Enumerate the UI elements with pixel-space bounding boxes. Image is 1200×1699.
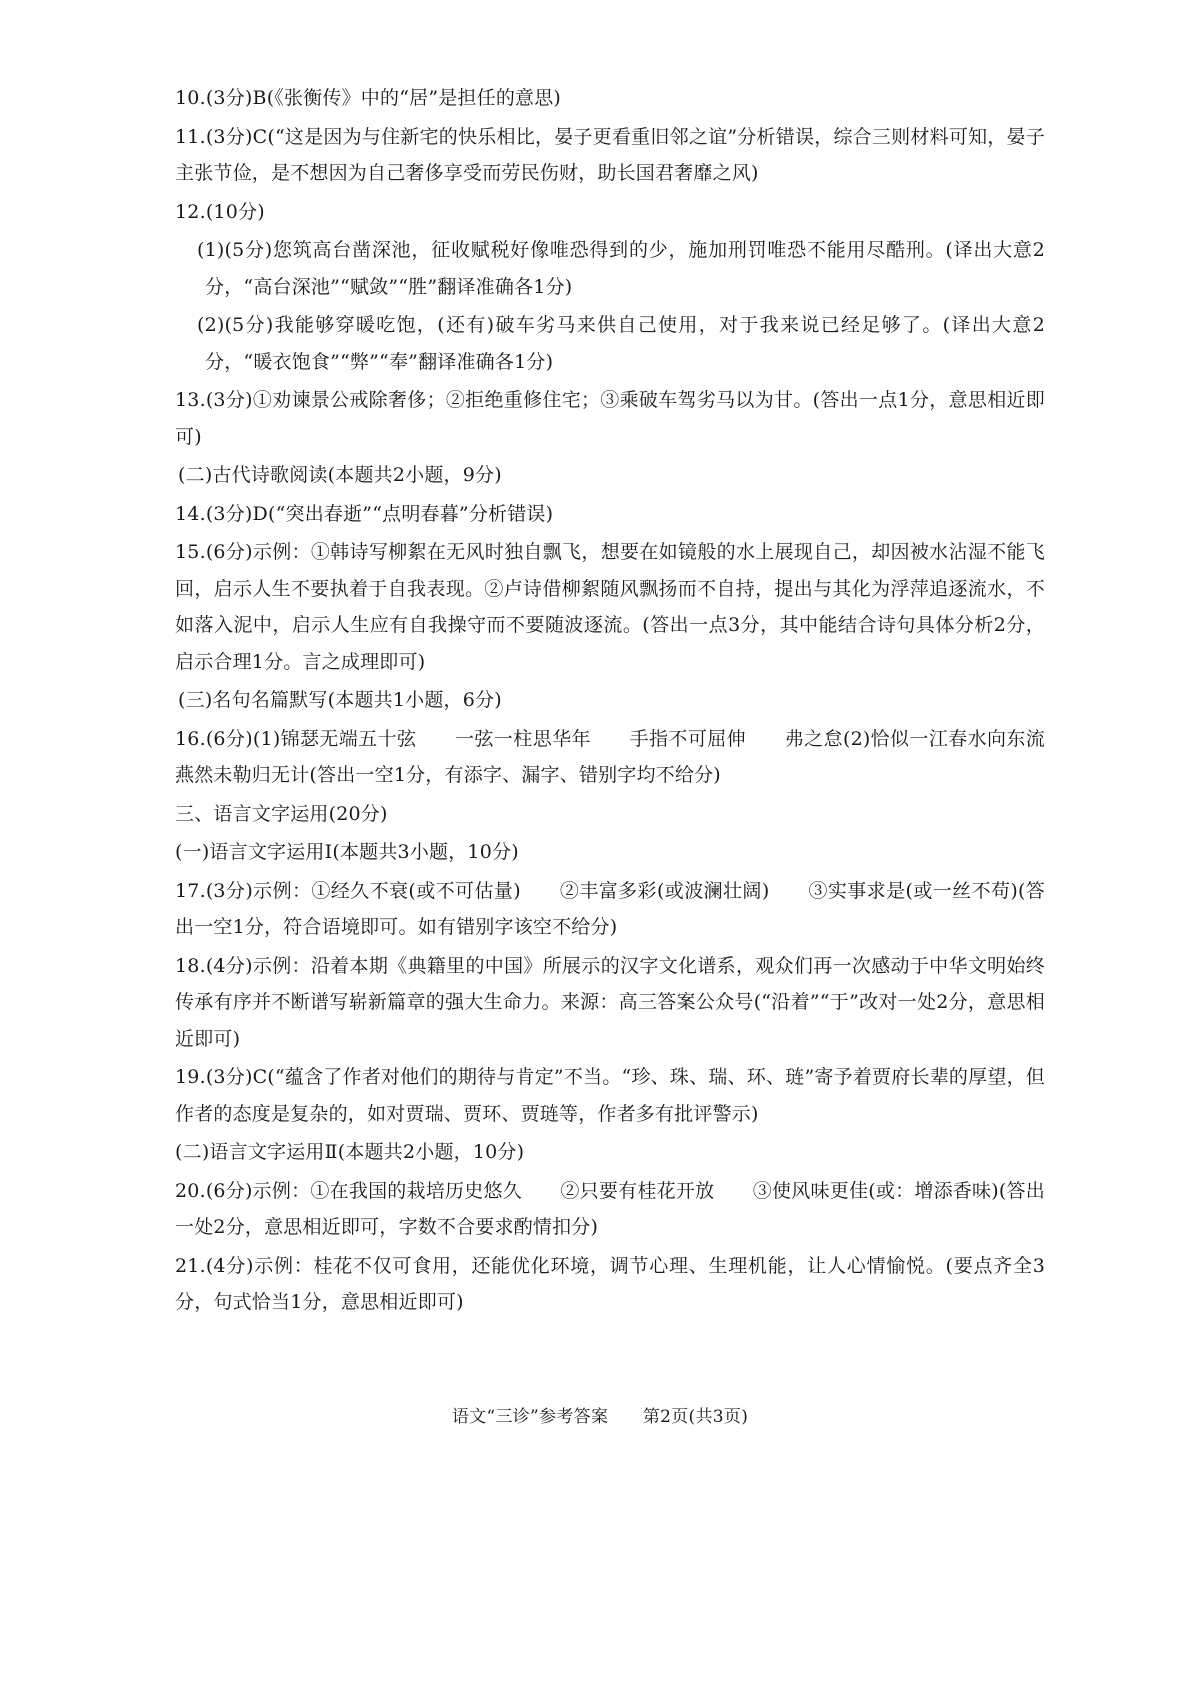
answer-15: 15.(6分)示例：①韩诗写柳絮在无风时独自飘飞，想要在如镜般的水上展现自己，却因被水沾湿不能飞回，启示人生不要执着于自我表现。②卢诗借柳絮随风飘扬而不自持，提出与其化为浮萍追逐流水，不如落入泥中，启示人生应有自我操守而不要随波逐流。(答出一点3分，其中能结合诗句具体分析2分，启示合理1分。言之成理即可) <box>175 541 1045 673</box>
answer-12-part-2: (2)(5分)我能够穿暖吃饱，(还有)破车劣马来供自己使用，对于我来说已经足够了。(译出大意2分，“暖衣饱食”“弊”“奉”翻译准确各1分) <box>197 314 1045 373</box>
answer-19: 19.(3分)C(“蕴含了作者对他们的期待与肯定”不当。“珍、珠、瑞、环、琏”寄予着贾府长辈的厚望，但作者的态度是复杂的，如对贾瑞、贾环、贾琏等，作者多有批评警示) <box>175 1066 1045 1125</box>
answer-13: 13.(3分)①劝谏景公戒除奢侈；②拒绝重修住宅；③乘破车驾劣马以为甘。(答出一点1分，意思相近即可) <box>175 389 1045 448</box>
page-footer: 语文“三诊”参考答案 第2页(共3页) <box>451 1407 749 1427</box>
answer-12: 12.(10分) <box>175 200 265 223</box>
answer-21: 21.(4分)示例：桂花不仅可食用，还能优化环境，调节心理、生理机能，让人心情愉悦。(要点齐全3分，句式恰当1分，意思相近即可) <box>175 1254 1045 1313</box>
answer-18: 18.(4分)示例：沿着本期《典籍里的中国》所展示的汉字文化谱系，观众们再一次感动于中华文明始终传承有序并不断谱写崭新篇章的强大生命力。来源：高三答案公众号(“沿着”“于”改对一处2分，意思相近即可) <box>175 954 1045 1050</box>
answer-14: 14.(3分)D(“突出春逝”“点明春暮”分析错误) <box>175 502 554 525</box>
section-heading-language-use: 三、语言文字运用(20分) <box>175 802 388 825</box>
answer-20: 20.(6分)示例：①在我国的栽培历史悠久 ②只要有桂花开放 ③使风味更佳(或：增添香味)(答出一处2分，意思相近即可，字数不合要求酌情扣分) <box>175 1179 1045 1238</box>
section-heading-language-use-1: (一)语言文字运用Ⅰ(本题共3小题，10分) <box>175 841 519 863</box>
answer-12-part-1: (1)(5分)您筑高台凿深池，征收赋税好像唯恐得到的少，施加刑罚唯恐不能用尽酷刑。(译出大意2分，“高台深池”“赋敛”“胜”翻译准确各1分) <box>197 239 1045 298</box>
answer-content <box>175 80 1084 1323</box>
answer-17: 17.(3分)示例：①经久不衰(或不可估量) ②丰富多彩(或波澜壮阔) ③实事求是(或一丝不苟)(答出一空1分，符合语境即可。如有错别字该空不给分) <box>175 879 1045 938</box>
answer-10: 10.(3分)B(《张衡传》中的“居”是担任的意思) <box>175 87 562 109</box>
answer-11: 11.(3分)C(“这是因为与住新宅的快乐相比，晏子更看重旧邻之谊”分析错误，综合三则材料可知，晏子主张节俭，是不想因为自己奢侈享受而劳民伤财，助长国君奢靡之风) <box>175 125 1045 184</box>
section-heading-dictation: (三)名句名篇默写(本题共1小题，6分) <box>178 689 502 711</box>
answer-16: 16.(6分)(1)锦瑟无端五十弦 一弦一柱思华年 手指不可屈伸 弗之怠(2)恰似一江春水向东流 燕然未勒归无计(答出一空1分，有添字、漏字、错别字均不给分) <box>175 727 1084 786</box>
section-heading-language-use-2: (二)语言文字运用Ⅱ(本题共2小题，10分) <box>175 1141 525 1163</box>
section-heading-poetry: (二)古代诗歌阅读(本题共2小题，9分) <box>178 464 502 486</box>
